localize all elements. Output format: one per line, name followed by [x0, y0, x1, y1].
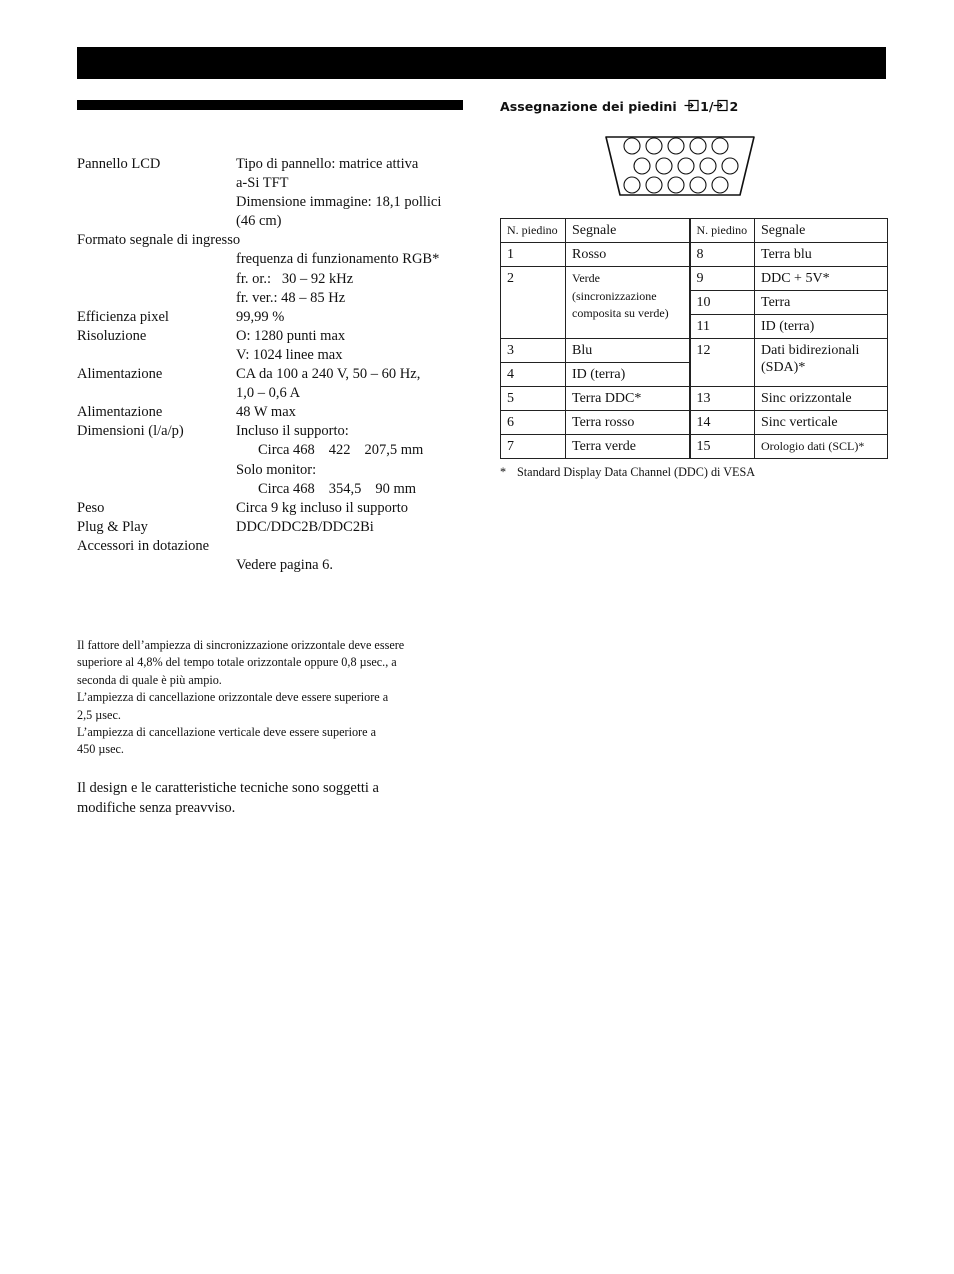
spec-row: Circa 468 354,5 90 mm	[258, 480, 417, 497]
spec-label: Formato segnale di ingresso	[77, 232, 241, 249]
table-row: 7 Terra verde 15 Orologio dati (SCL)*	[501, 435, 888, 459]
table-row: 10 Terra	[501, 291, 888, 315]
sync-notes: Il fattore dell’ampiezza di sincronizzazione orizzontale deve essere superiore al 4,8% del tempo totale orizzontale oppure 0,8 µsec., a seconda di quale è più ampio. L’ampiezza di cancellazione orizzontale deve essere superiore a 2,5 µsec. L’ampiezza di cancellazione verticale deve essere superiore a 450 µsec.	[77, 638, 405, 757]
table-row: 6 Terra rosso 14 Sinc verticale	[501, 411, 888, 435]
dsub-connector-diagram	[600, 131, 760, 201]
table-header-row: N. piedino Segnale N. piedino Segnale	[501, 219, 888, 243]
spec-row	[77, 155, 467, 231]
input-icon	[684, 99, 700, 112]
spec-row: Peso Circa 9 kg incluso il supporto	[77, 499, 408, 516]
spec-value: Tipo di pannello: matrice attiva a-Si TFT Dimensione immagine: 18,1 pollici (46 cm)	[236, 156, 442, 230]
spec-row	[77, 231, 467, 250]
spec-row: Alimentazione 48 W max	[77, 404, 296, 421]
pin-assignment-table	[500, 218, 888, 459]
spec-row: Plug & Play DDC/DDC2B/DDC2Bi	[77, 518, 374, 535]
design-note: Il design e le caratteristiche tecniche sono soggetti a modifiche senza preavviso.	[77, 780, 379, 816]
table-row: 2 Verde (sincronizzazione composita su verde) 9 DDC + 5V*	[501, 267, 888, 291]
spec-row: Dimensioni (l/a/p) Incluso il supporto:	[77, 423, 349, 440]
table-row: 3 Blu 12 Dati bidirezionali (SDA)*	[501, 339, 888, 363]
pin-assignment-title: Assegnazione dei piedini 1/ 2	[500, 99, 739, 114]
table-row: 5 Terra DDC* 13 Sinc orizzontale	[501, 387, 888, 411]
footnote: * Standard Display Data Channel (DDC) di VESA	[500, 465, 756, 479]
spec-row: Vedere pagina 6.	[236, 556, 334, 573]
table-row: 1 Rosso 8 Terra blu	[501, 243, 888, 267]
table-row: 11 ID (terra)	[501, 315, 888, 339]
spec-row: Solo monitor:	[236, 461, 317, 478]
spec-row: Accessori in dotazione	[77, 537, 210, 554]
spec-label: Pannello LCD	[77, 156, 161, 172]
spec-row: Alimentazione CA da 100 a 240 V, 50 – 60 Hz, 1,0 – 0,6 A	[77, 366, 421, 402]
spec-row: Efficienza pixel 99,99 %	[77, 308, 285, 325]
table-row: 4 ID (terra)	[501, 363, 888, 387]
spec-value: frequenza di funzionamento RGB* fr. or.: 30 – 92 kHz fr. ver.: 48 – 85 Hz	[236, 251, 440, 306]
header-bar	[77, 47, 886, 79]
spec-row: Risoluzione O: 1280 punti max V: 1024 linee max	[77, 327, 346, 363]
input-icon	[713, 99, 729, 112]
section-bar	[77, 100, 463, 110]
spec-row: Circa 468 422 207,5 mm	[258, 442, 424, 459]
spec-list	[77, 155, 467, 575]
spec-row	[77, 250, 467, 307]
